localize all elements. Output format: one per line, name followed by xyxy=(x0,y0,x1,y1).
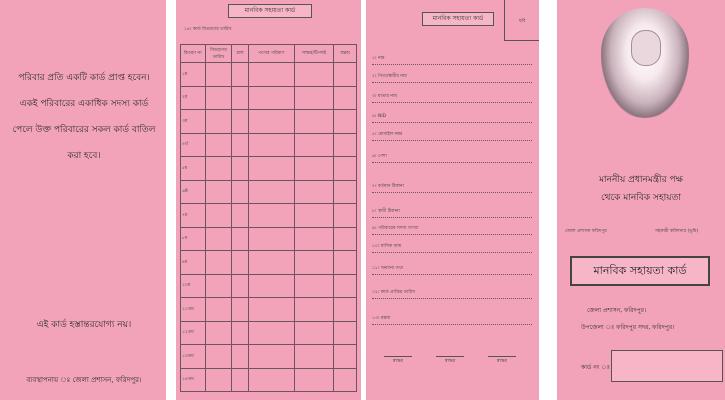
table-cell xyxy=(334,274,357,298)
table-cell xyxy=(334,86,357,110)
row-number-cell: ৩য় xyxy=(181,110,206,134)
rule-line-2: একই পরিবারের একাধিক সদস্য কার্ড xyxy=(19,99,149,109)
table-cell xyxy=(232,86,249,110)
table-cell xyxy=(232,63,249,87)
row-number-cell: ১০ম xyxy=(181,274,206,298)
table-row xyxy=(181,251,357,275)
info-field: ১৩। মন্তব্য xyxy=(372,312,532,325)
table-cell xyxy=(248,204,294,228)
info-field: ৯। পরিবারের সদস্য সংখ্যা xyxy=(372,222,532,235)
table-cell xyxy=(294,63,334,87)
table-cell xyxy=(248,251,294,275)
distribution-log-panel xyxy=(176,0,361,400)
table-cell xyxy=(294,274,334,298)
table-cell xyxy=(334,368,357,392)
table-cell xyxy=(248,368,294,392)
row-number-cell: ৪র্থ xyxy=(181,133,206,157)
table-row xyxy=(181,368,357,392)
table-cell xyxy=(334,227,357,251)
table-cell xyxy=(248,298,294,322)
table-cell xyxy=(334,63,357,87)
table-cell xyxy=(205,345,232,369)
table-row xyxy=(181,157,357,181)
table-row xyxy=(181,110,357,134)
table-row xyxy=(181,86,357,110)
table-row xyxy=(181,204,357,228)
rule-line-4: করা হবে। xyxy=(67,151,101,161)
table-cell xyxy=(248,180,294,204)
table-cell xyxy=(205,298,232,322)
table-cell xyxy=(205,368,232,392)
table-row xyxy=(181,321,357,345)
table-cell xyxy=(232,274,249,298)
card-number-label: কার্ড নং ঃ xyxy=(581,364,610,371)
table-cell xyxy=(248,110,294,134)
table-cell xyxy=(248,133,294,157)
info-field: ১২। কার্ড প্রাপ্তির তারিখ xyxy=(372,286,532,299)
upazila-line: উপজেলা ঃ ফরিদপুর সদর, ফরিদপুর। xyxy=(581,324,675,331)
table-row xyxy=(181,63,357,87)
table-cell xyxy=(294,133,334,157)
table-cell xyxy=(334,251,357,275)
table-cell xyxy=(294,251,334,275)
table-cell xyxy=(248,274,294,298)
info-field: ৭। বর্তমান ঠিকানা xyxy=(372,180,532,193)
log-header: মানবিক সহায়তা কার্ড xyxy=(228,4,312,18)
info-field: ২। পিতা/স্বামীর নাম xyxy=(372,70,532,83)
table-cell xyxy=(205,274,232,298)
row-number-cell: ৯ম xyxy=(181,251,206,275)
table-cell xyxy=(232,345,249,369)
table-cell xyxy=(232,157,249,181)
rule-line-3: পেলে উক্ত পরিবারের সকল কার্ড বাতিল xyxy=(12,125,156,135)
table-cell xyxy=(205,110,232,134)
info-field: ১১। অন্যান্য তথ্য xyxy=(372,262,532,275)
table-cell xyxy=(248,227,294,251)
info-field: ৩। মাতার নাম xyxy=(372,90,532,103)
table-cell xyxy=(334,204,357,228)
table-cell xyxy=(205,133,232,157)
front-caption-line-1: মাননীয় প্রধানমন্ত্রীর পক্ষ xyxy=(599,175,683,185)
table-cell xyxy=(294,157,334,181)
front-caption-line-2: থেকে মানবিক সহায়তা xyxy=(601,193,681,203)
table-cell xyxy=(232,368,249,392)
rule-line-1: পরিবার প্রতি একটি কার্ড প্রাপ্ত হবেন। xyxy=(18,73,150,83)
table-row xyxy=(181,274,357,298)
table-row xyxy=(181,180,357,204)
table-cell xyxy=(248,321,294,345)
info-field: ১। নাম xyxy=(372,52,532,65)
table-cell xyxy=(334,298,357,322)
row-number-cell: ১৩তম xyxy=(181,345,206,369)
non-transferable-note: এই কার্ড হস্তান্তরযোগ্য নয়। xyxy=(36,320,132,330)
col-header: চাল xyxy=(232,45,249,63)
row-number-cell: ৭ম xyxy=(181,204,206,228)
photo-label: ছবি xyxy=(519,19,526,24)
table-row xyxy=(181,345,357,369)
table-cell xyxy=(248,86,294,110)
card-number-box xyxy=(611,350,723,382)
col-header: মন্তব্য xyxy=(334,45,357,63)
log-subheader: ১৪। কার্ড বিতরণের তারিখ xyxy=(184,27,232,32)
table-cell xyxy=(294,204,334,228)
table-cell xyxy=(205,63,232,87)
table-cell xyxy=(232,180,249,204)
table-cell xyxy=(248,63,294,87)
table-cell xyxy=(205,86,232,110)
table-cell xyxy=(294,86,334,110)
table-cell xyxy=(294,227,334,251)
table-cell xyxy=(334,321,357,345)
table-cell xyxy=(334,133,357,157)
col-header: সাক্ষর/টিপসই xyxy=(294,45,334,63)
table-cell xyxy=(294,180,334,204)
row-number-cell: ১২তম xyxy=(181,321,206,345)
table-cell xyxy=(232,298,249,322)
table-cell xyxy=(232,321,249,345)
table-cell xyxy=(232,110,249,134)
table-cell xyxy=(248,157,294,181)
col-header: পণ্যের পরিমাণ xyxy=(248,45,294,63)
col-header: বিতরণ নং xyxy=(181,45,206,63)
table-row xyxy=(181,298,357,322)
photo-box xyxy=(504,0,539,41)
info-field: ৫। মোবাইল নম্বর xyxy=(372,128,532,141)
info-field: ৪। NID xyxy=(372,110,532,123)
card-back-panel xyxy=(0,0,166,400)
table-cell xyxy=(205,251,232,275)
card-main-title: মানবিক সহায়তা কার্ড xyxy=(570,256,710,286)
distribution-table xyxy=(180,44,357,392)
table-cell xyxy=(232,133,249,157)
signature-label: স্বাক্ষর xyxy=(436,356,464,365)
table-cell xyxy=(334,110,357,134)
table-cell xyxy=(232,204,249,228)
table-cell xyxy=(294,368,334,392)
info-field: ১০। মাসিক আয় xyxy=(372,240,532,253)
table-cell xyxy=(334,180,357,204)
row-number-cell: ৫ম xyxy=(181,157,206,181)
signatory-right: সহকারী কমিশনার (ভূমি) xyxy=(655,229,699,234)
row-number-cell: ১৪তম xyxy=(181,368,206,392)
table-cell xyxy=(294,298,334,322)
row-number-cell: ১ম xyxy=(181,63,206,87)
info-field: ৮। স্থায়ী ঠিকানা xyxy=(372,205,532,218)
table-row xyxy=(181,133,357,157)
table-cell xyxy=(232,251,249,275)
signature-label: স্বাক্ষর xyxy=(384,356,412,365)
table-cell xyxy=(205,227,232,251)
row-number-cell: ৬ষ্ঠ xyxy=(181,180,206,204)
table-cell xyxy=(248,345,294,369)
row-number-cell: ৮ম xyxy=(181,227,206,251)
card-front-panel xyxy=(557,0,725,400)
table-row xyxy=(181,227,357,251)
signature-label: স্বাক্ষর xyxy=(488,356,516,365)
table-cell xyxy=(294,321,334,345)
signatory-left: জেলা প্রশাসক ফরিদপুর xyxy=(565,229,607,234)
table-cell xyxy=(205,204,232,228)
row-number-cell: ২য় xyxy=(181,86,206,110)
managed-by-note: ব্যবস্থাপনায় ঃ জেলা প্রশাসন, ফরিদপুর। xyxy=(26,376,142,384)
beneficiary-info-panel xyxy=(366,0,539,400)
district-office: জেলা প্রশাসন, ফরিদপুর। xyxy=(587,307,647,314)
portrait-image xyxy=(601,8,689,118)
table-cell xyxy=(205,321,232,345)
table-cell xyxy=(334,157,357,181)
table-cell xyxy=(294,345,334,369)
row-number-cell: ১১তম xyxy=(181,298,206,322)
info-header: মানবিক সহায়তা কার্ড xyxy=(422,12,494,26)
table-cell xyxy=(205,157,232,181)
info-field: ৬। পেশা xyxy=(372,150,532,163)
table-cell xyxy=(232,227,249,251)
portrait-face xyxy=(631,30,661,66)
table-cell xyxy=(334,345,357,369)
table-cell xyxy=(205,180,232,204)
table-cell xyxy=(294,110,334,134)
col-header: বিতরণের তারিখ xyxy=(205,45,232,63)
